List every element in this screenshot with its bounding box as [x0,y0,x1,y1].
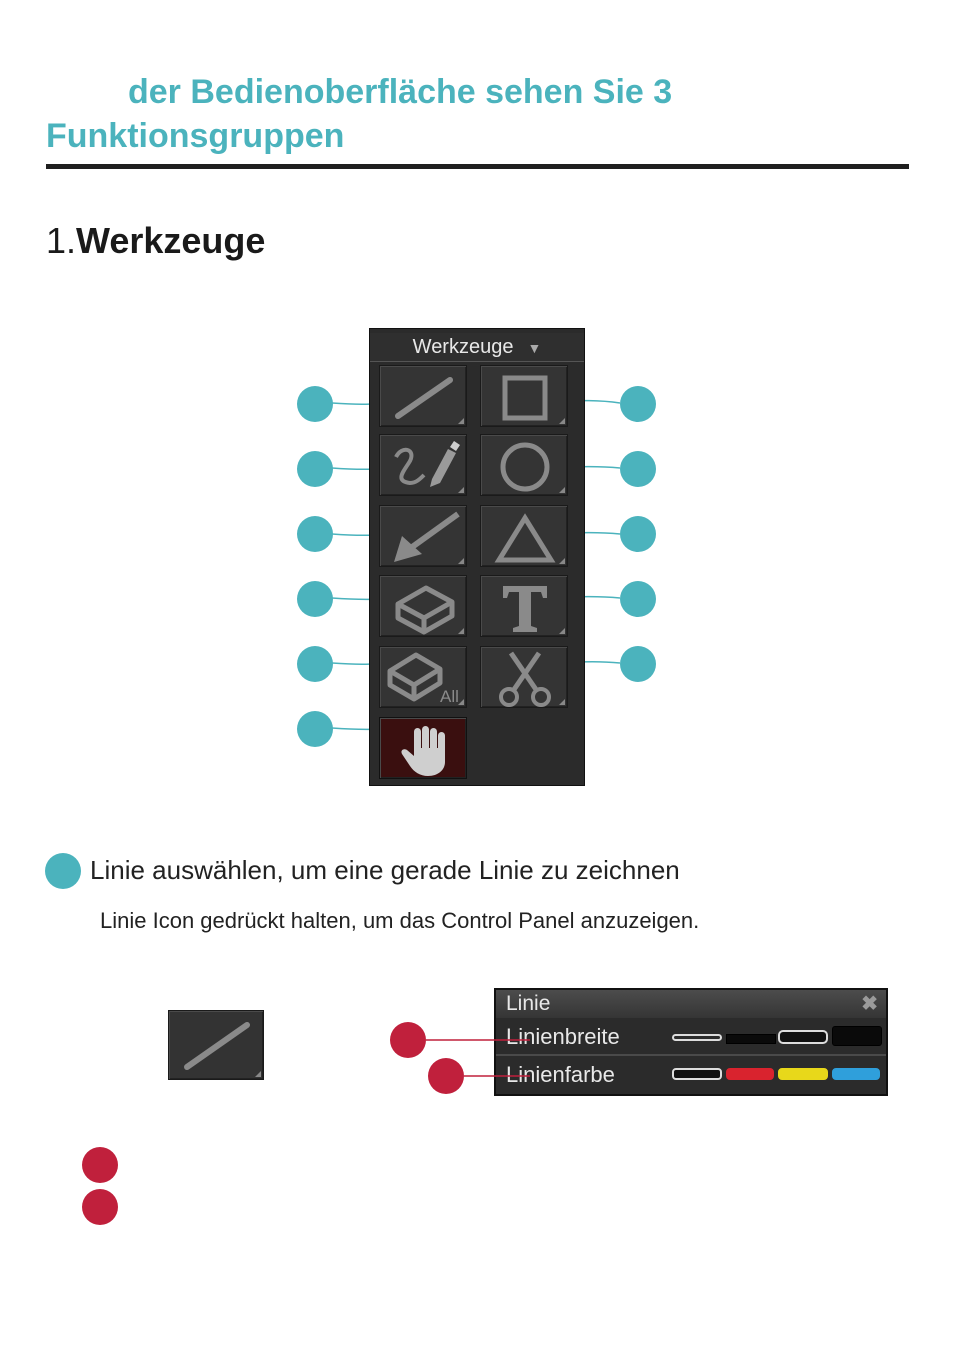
red-callout-dot-2 [428,1058,464,1094]
red-callout-dot-1 [390,1022,426,1058]
heading-line-1: der Bedienoberfläche sehen Sie 3 [128,73,673,111]
legend-red-dot-2 [82,1189,118,1225]
eraser-all-badge: All [440,687,459,706]
section-title-text: Werkzeuge [76,220,266,261]
tools-panel-title: Werkzeuge [412,336,514,358]
section-number: 1. [46,220,77,261]
description-main: Linie auswählen, um eine gerade Linie zu zeichnen [90,855,680,885]
line-width-label: Linienbreite [506,1024,620,1049]
close-icon[interactable]: ✖ [861,993,878,1015]
legend-red-dot-1 [82,1147,118,1183]
heading-line-2: Funktionsgruppen [46,117,345,155]
line-color-label: Linienfarbe [506,1062,615,1087]
description-sub: Linie Icon gedrückt halten, um das Control Panel anzuzeigen. [100,908,700,933]
dropdown-arrow-icon[interactable]: ▼ [527,340,542,356]
control-panel-title: Linie [496,990,886,1018]
